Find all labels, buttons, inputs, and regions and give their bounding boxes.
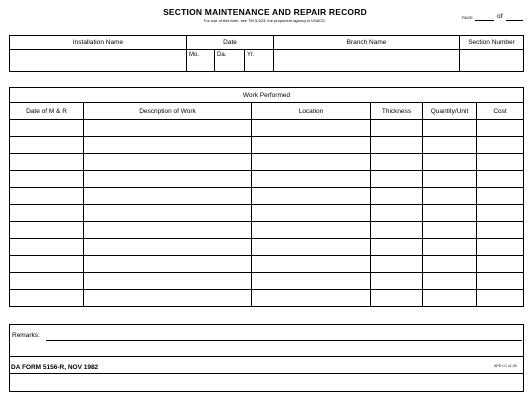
remarks-line-2[interactable] (9, 356, 523, 357)
quantity-column-header: Quantity/Unit (423, 103, 477, 120)
description-cell[interactable] (84, 222, 252, 239)
branch-name-field[interactable] (274, 50, 460, 72)
quantity-cell[interactable] (423, 188, 477, 205)
work-performed-title: Work Performed (10, 88, 524, 103)
location-cell[interactable] (252, 154, 371, 171)
location-cell[interactable] (252, 205, 371, 222)
table-row (10, 137, 524, 154)
description-cell[interactable] (84, 120, 252, 137)
date-cell[interactable] (10, 137, 84, 154)
thickness-cell[interactable] (371, 256, 423, 273)
date-day-field[interactable] (215, 50, 245, 72)
description-cell[interactable] (84, 137, 252, 154)
description-cell[interactable] (84, 256, 252, 273)
quantity-cell[interactable] (423, 137, 477, 154)
thickness-cell[interactable] (371, 171, 423, 188)
remarks-line-3[interactable] (9, 373, 523, 374)
quantity-cell[interactable] (423, 239, 477, 256)
table-row (10, 188, 524, 205)
section-number-field[interactable] (460, 50, 524, 72)
thickness-cell[interactable] (371, 239, 423, 256)
remarks-box (9, 324, 524, 392)
date-cell[interactable] (10, 188, 84, 205)
quantity-cell[interactable] (423, 256, 477, 273)
form-id: DA FORM 5156-R, NOV 1982 (11, 364, 99, 371)
table-row (10, 120, 524, 137)
quantity-cell[interactable] (423, 154, 477, 171)
description-cell[interactable] (84, 154, 252, 171)
location-cell[interactable] (252, 171, 371, 188)
description-cell[interactable] (84, 273, 252, 290)
location-cell[interactable] (252, 256, 371, 273)
table-row (10, 273, 524, 290)
location-cell[interactable] (252, 137, 371, 154)
location-cell[interactable] (252, 273, 371, 290)
remarks-line-1[interactable] (46, 340, 522, 341)
form-title: SECTION MAINTENANCE AND REPAIR RECORD (163, 7, 367, 17)
date-cell[interactable] (10, 222, 84, 239)
page-number-field[interactable] (475, 20, 494, 21)
date-cell[interactable] (10, 273, 84, 290)
date-cell[interactable] (10, 205, 84, 222)
thickness-cell[interactable] (371, 273, 423, 290)
quantity-cell[interactable] (423, 222, 477, 239)
branch-name-header: Branch Name (274, 36, 460, 50)
date-cell[interactable] (10, 239, 84, 256)
cost-cell[interactable] (477, 137, 524, 154)
form-subtitle: For use of this form, see TM 5-623; the proponent agency is USACE. (203, 18, 327, 23)
date-cell[interactable] (10, 256, 84, 273)
date-cell[interactable] (10, 171, 84, 188)
header-table (9, 35, 524, 72)
thickness-cell[interactable] (371, 188, 423, 205)
description-cell[interactable] (84, 290, 252, 307)
cost-cell[interactable] (477, 256, 524, 273)
cost-cell[interactable] (477, 188, 524, 205)
location-cell[interactable] (252, 188, 371, 205)
thickness-cell[interactable] (371, 154, 423, 171)
location-cell[interactable] (252, 290, 371, 307)
cost-cell[interactable] (477, 290, 524, 307)
quantity-cell[interactable] (423, 290, 477, 307)
location-column-header: Location (252, 103, 371, 120)
cost-cell[interactable] (477, 154, 524, 171)
quantity-cell[interactable] (423, 171, 477, 188)
installation-name-field[interactable] (10, 50, 187, 72)
cost-cell[interactable] (477, 205, 524, 222)
cost-cell[interactable] (477, 120, 524, 137)
date-cell[interactable] (10, 290, 84, 307)
quantity-cell[interactable] (423, 205, 477, 222)
cost-cell[interactable] (477, 222, 524, 239)
date-year-label: Yr. (247, 52, 255, 58)
description-cell[interactable] (84, 239, 252, 256)
quantity-cell[interactable] (423, 273, 477, 290)
remarks-label: Remarks: (12, 332, 40, 339)
thickness-cell[interactable] (371, 205, 423, 222)
table-row (10, 154, 524, 171)
date-cell[interactable] (10, 120, 84, 137)
date-day-label: Da. (217, 52, 227, 58)
table-row (10, 205, 524, 222)
thickness-cell[interactable] (371, 137, 423, 154)
description-cell[interactable] (84, 171, 252, 188)
cost-column-header: Cost (477, 103, 524, 120)
date-cell[interactable] (10, 154, 84, 171)
work-performed-table (9, 87, 524, 307)
date-column-header: Date of M & R (10, 103, 84, 120)
date-header: Date (187, 36, 274, 50)
cost-cell[interactable] (477, 239, 524, 256)
thickness-cell[interactable] (371, 290, 423, 307)
description-cell[interactable] (84, 205, 252, 222)
of-label: of (497, 13, 503, 20)
description-column-header: Description of Work (84, 103, 252, 120)
cost-cell[interactable] (477, 171, 524, 188)
table-row (10, 256, 524, 273)
page-label: PAGE (462, 15, 473, 20)
date-month-field[interactable] (187, 50, 215, 72)
form-code: APD LC v1.00 (494, 364, 517, 368)
date-month-label: Mo. (189, 52, 200, 58)
quantity-cell[interactable] (423, 120, 477, 137)
thickness-column-header: Thickness (371, 103, 423, 120)
date-year-field[interactable] (245, 50, 274, 72)
table-row (10, 239, 524, 256)
location-cell[interactable] (252, 120, 371, 137)
table-row (10, 290, 524, 307)
location-cell[interactable] (252, 239, 371, 256)
thickness-cell[interactable] (371, 222, 423, 239)
table-row (10, 222, 524, 239)
thickness-cell[interactable] (371, 120, 423, 137)
description-cell[interactable] (84, 188, 252, 205)
table-row (10, 171, 524, 188)
page-total-field[interactable] (506, 20, 523, 21)
section-number-header: Section Number (460, 36, 524, 50)
installation-name-header: Installation Name (10, 36, 187, 50)
cost-cell[interactable] (477, 273, 524, 290)
location-cell[interactable] (252, 222, 371, 239)
